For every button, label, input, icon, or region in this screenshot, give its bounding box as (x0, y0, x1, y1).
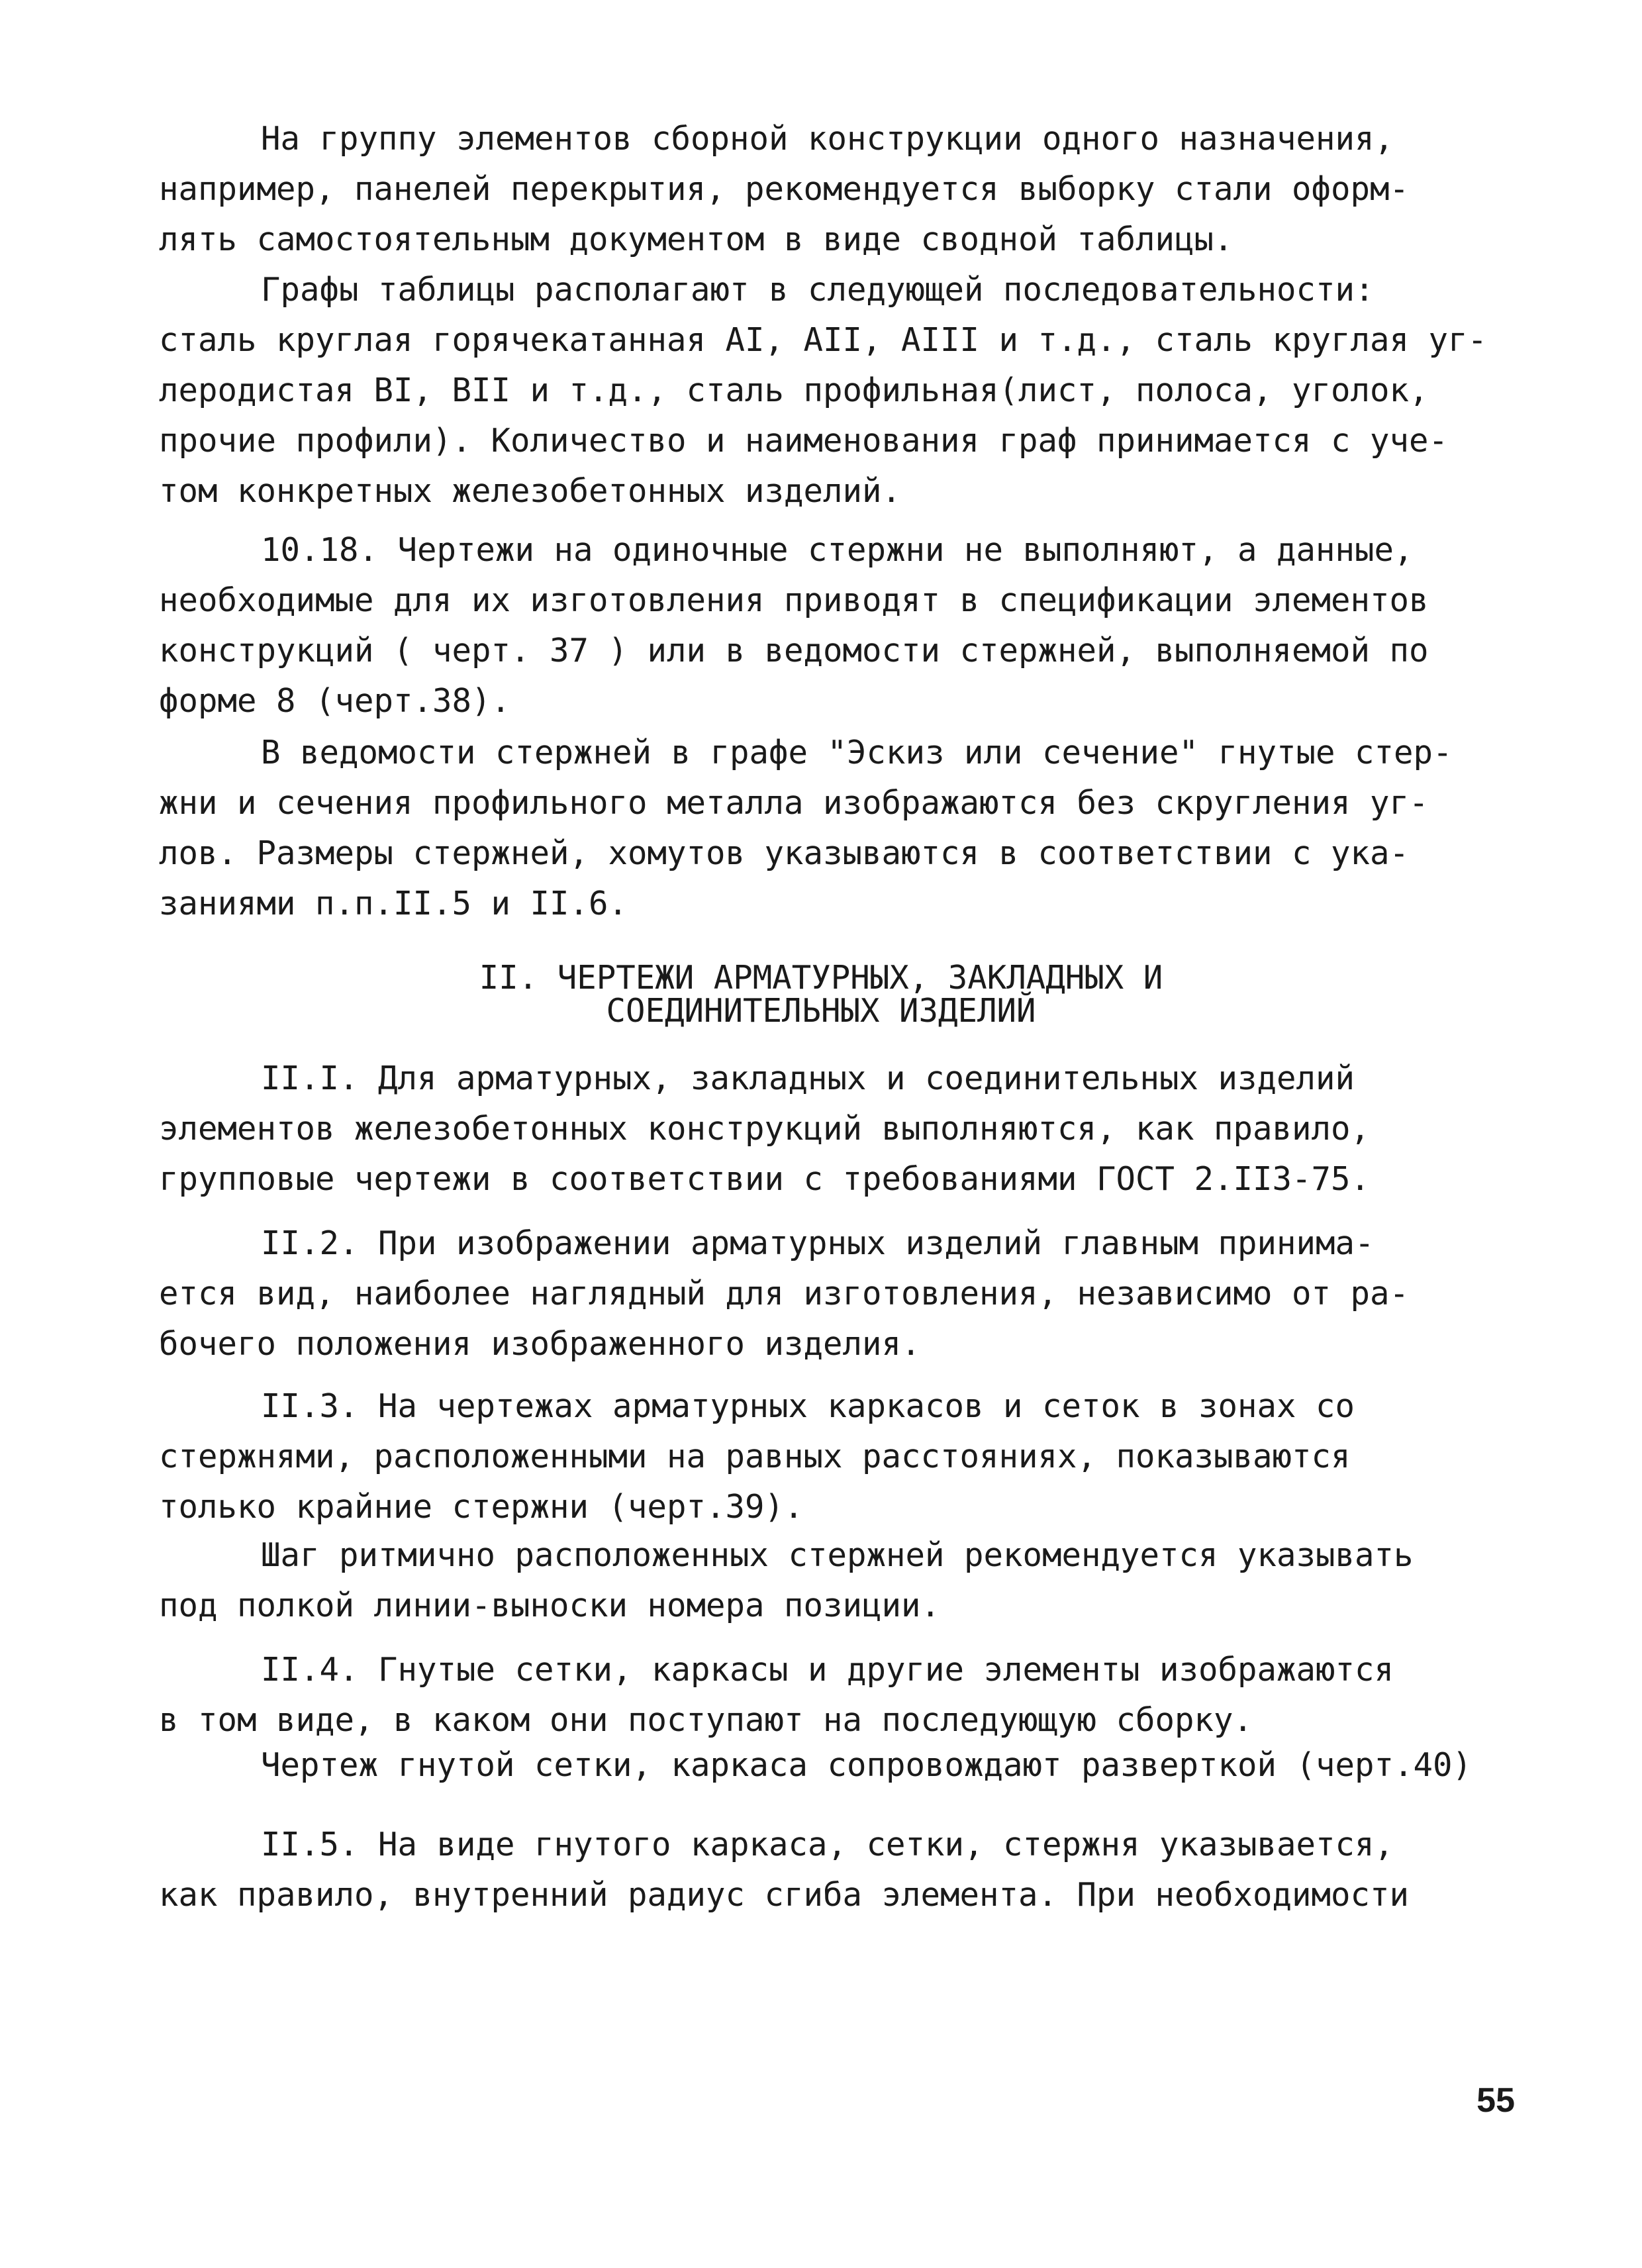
paragraph-11-2 (159, 1218, 1483, 1369)
paragraph-bent-mesh-drawing (159, 1740, 1483, 1791)
paragraph-table-columns (159, 265, 1488, 517)
text-line: форме 8 (черт.38). (159, 682, 511, 720)
paragraph-summary-table (159, 114, 1483, 265)
text-line: II.3. На чертежах арматурных каркасов и сеток в зонах со (261, 1387, 1355, 1425)
section-heading-line-1: II. ЧЕРТЕЖИ АРМАТУРНЫХ, ЗАКЛАДНЫХ И (479, 959, 1163, 997)
text-line: II.4. Гнутые сетки, каркасы и другие элементы изображаются (261, 1651, 1394, 1689)
paragraph-11-1 (159, 1054, 1483, 1205)
paragraph-11-4 (159, 1645, 1483, 1746)
text-line: Чертеж гнутой сетки, каркаса сопровождают разверткой (черт.40) (261, 1746, 1473, 1784)
text-line: том конкретных железобетонных изделий. (159, 472, 902, 510)
text-line: ется вид, наиболее наглядный для изготовления, независимо от ра- (159, 1275, 1410, 1312)
text-line: групповые чертежи в соответствии с требованиями ГОСТ 2.II3-75. (159, 1160, 1371, 1198)
text-line: в том виде, в каком они поступают на последующую сборку. (159, 1701, 1253, 1739)
text-line: бочего положения изображенного изделия. (159, 1325, 921, 1363)
paragraph-11-3 (159, 1381, 1483, 1532)
text-line: необходимые для их изготовления приводят в спецификации элементов (159, 581, 1429, 619)
paragraph-rod-spacing (159, 1530, 1483, 1631)
text-line: стержнями, расположенными на равных расстояниях, показываются (159, 1438, 1351, 1475)
text-line: II.2. При изображении арматурных изделий главным принима- (261, 1224, 1375, 1262)
text-line: На группу элементов сборной конструкции одного назначения, (261, 120, 1394, 158)
text-line: II.I. Для арматурных, закладных и соединительных изделий (261, 1060, 1355, 1097)
paragraph-10-18 (159, 525, 1483, 726)
page-number: 55 (1476, 2081, 1515, 2120)
text-line: заниями п.п.II.5 и II.6. (159, 885, 628, 922)
text-line: только крайние стержни (черт.39). (159, 1488, 804, 1526)
text-line: например, панелей перекрытия, рекомендуется выборку стали оформ- (159, 170, 1410, 208)
text-line: элементов железобетонных конструкций выполняются, как правило, (159, 1110, 1371, 1148)
text-line: 10.18. Чертежи на одиночные стержни не выполняют, а данные, (261, 531, 1414, 569)
text-line: лов. Размеры стержней, хомутов указываются в соответствии с ука- (159, 834, 1410, 872)
section-heading (159, 961, 1483, 1028)
text-line: прочие профили). Количество и наименования граф принимается с уче- (159, 422, 1449, 460)
text-line: сталь круглая горячекатанная AI, AII, AIII и т.д., сталь круглая уг- (159, 321, 1488, 359)
text-line: как правило, внутренний радиус сгиба элемента. При необходимости (159, 1876, 1410, 1914)
paragraph-11-5 (159, 1820, 1483, 1920)
text-line: Графы таблицы располагают в следующей последовательности: (261, 271, 1375, 309)
text-line: леродистая BI, BII и т.д., сталь профильная(лист, полоса, уголок, (159, 371, 1429, 409)
text-line: конструкций ( черт. 37 ) или в ведомости стержней, выполняемой по (159, 632, 1429, 669)
text-line: лять самостоятельным документом в виде сводной таблицы. (159, 221, 1233, 258)
text-line: II.5. На виде гнутого каркаса, сетки, стержня указывается, (261, 1826, 1394, 1863)
section-heading-line-2: СОЕДИНИТЕЛЬНЫХ ИЗДЕЛИЙ (606, 992, 1036, 1030)
text-line: под полкой линии-выноски номера позиции. (159, 1587, 941, 1624)
text-line: жни и сечения профильного металла изображаются без скругления уг- (159, 784, 1429, 822)
paragraph-rod-schedule (159, 728, 1483, 929)
text-line: В ведомости стержней в графе "Эскиз или сечение" гнутые стер- (261, 734, 1453, 771)
text-line: Шаг ритмично расположенных стержней рекомендуется указывать (261, 1536, 1414, 1574)
